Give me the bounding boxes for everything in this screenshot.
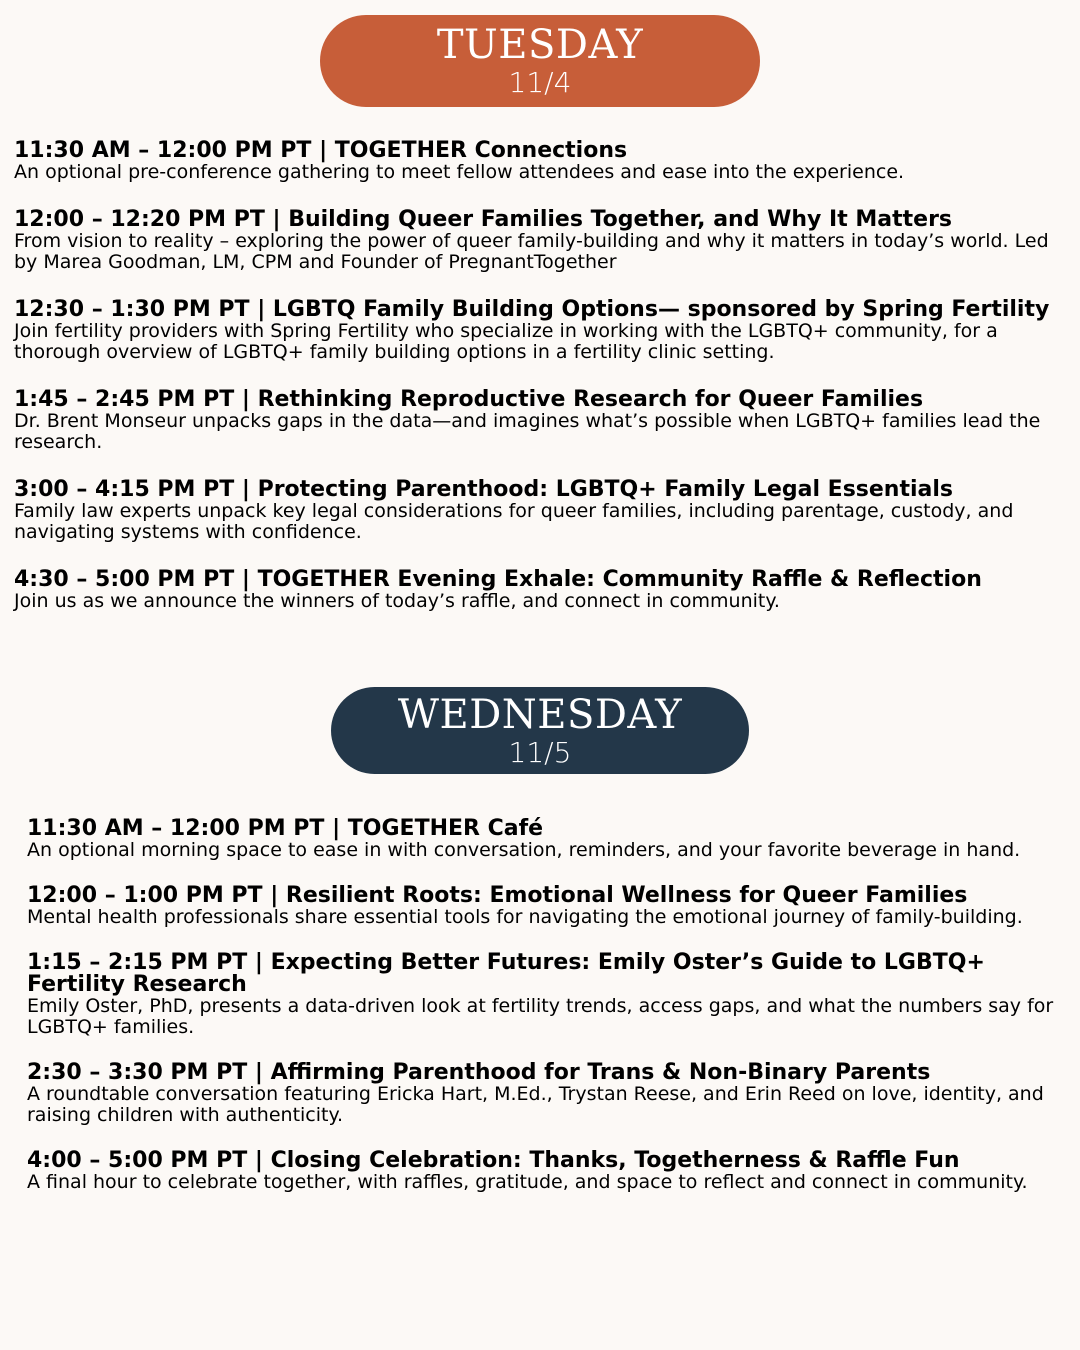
event-title: 12:00 – 12:20 PM PT | Building Queer Families Together, and Why It Matters — [14, 207, 953, 232]
schedule-event — [14, 569, 1070, 612]
event-description: Join us as we announce the winners of today’s raffle, and connect in community. — [14, 590, 780, 612]
event-title: 12:30 – 1:30 PM PT | LGBTQ Family Building Options— sponsored by Spring Fertility — [14, 297, 1050, 322]
event-title: 3:00 – 4:15 PM PT | Protecting Parenthood: LGBTQ+ Family Legal Essentials — [14, 477, 954, 502]
event-description: Emily Oster, PhD, presents a data-driven look at fertility trends, access gaps, and what the numbers say for LGBTQ+ families. — [27, 995, 1054, 1038]
tuesday-header-badge — [320, 15, 760, 107]
event-description: An optional morning space to ease in with conversation, reminders, and your favorite beverage in hand. — [27, 839, 1021, 861]
event-title: 12:00 – 1:00 PM PT | Resilient Roots: Emotional Wellness for Queer Families — [27, 883, 968, 908]
schedule-event — [14, 140, 1070, 183]
event-description: Join fertility providers with Spring Fertility who specialize in working with the LGBTQ+ community, for a thorough overview of LGBTQ+ family building options in a fertility clinic setting. — [14, 320, 998, 363]
event-title: 1:15 – 2:15 PM PT | Expecting Better Futures: Emily Oster’s Guide to LGBTQ+ Fertility Research — [27, 950, 985, 997]
schedule-event — [27, 952, 1070, 1038]
schedule-event — [27, 1062, 1070, 1126]
tuesday-day-name: TUESDAY — [436, 22, 644, 68]
wednesday-day-name: WEDNESDAY — [397, 691, 683, 738]
wednesday-date: 11/5 — [508, 735, 572, 769]
wednesday-schedule — [27, 818, 1070, 1193]
event-description: A roundtable conversation featuring Ericka Hart, M.Ed., Trystan Reese, and Erin Reed on love, identity, and raising children with authenticity. — [27, 1083, 1044, 1126]
schedule-event — [14, 299, 1070, 363]
schedule-event — [14, 479, 1070, 543]
event-description: Dr. Brent Monseur unpacks gaps in the data—and imagines what’s possible when LGBTQ+ families lead the research. — [14, 410, 1041, 453]
schedule-event — [14, 389, 1070, 453]
schedule-event — [27, 1150, 1070, 1193]
schedule-event — [27, 818, 1070, 861]
event-title: 4:30 – 5:00 PM PT | TOGETHER Evening Exhale: Community Raffle & Reflection — [14, 567, 982, 592]
wednesday-header-badge — [331, 687, 749, 774]
event-description: Family law experts unpack key legal considerations for queer families, including parentage, custody, and navigating systems with confidence. — [14, 500, 1014, 543]
event-description: From vision to reality – exploring the power of queer family-building and why it matters in today’s world. Led by Marea Goodman, LM, CPM and Founder of PregnantTogether — [14, 230, 1049, 273]
event-title: 2:30 – 3:30 PM PT | Affirming Parenthood for Trans & Non-Binary Parents — [27, 1060, 931, 1085]
tuesday-schedule — [14, 140, 1070, 612]
event-title: 4:00 – 5:00 PM PT | Closing Celebration: Thanks, Togetherness & Raffle Fun — [27, 1148, 960, 1173]
event-title: 11:30 AM – 12:00 PM PT | TOGETHER Café — [27, 816, 544, 841]
event-title: 11:30 AM – 12:00 PM PT | TOGETHER Connections — [14, 138, 628, 163]
schedule-event — [27, 885, 1070, 928]
event-description: A final hour to celebrate together, with raffles, gratitude, and space to reflect and connect in community. — [27, 1171, 1028, 1193]
tuesday-date: 11/4 — [508, 66, 572, 99]
event-title: 1:45 – 2:45 PM PT | Rethinking Reproductive Research for Queer Families — [14, 387, 924, 412]
event-description: Mental health professionals share essential tools for navigating the emotional journey of family-building. — [27, 906, 1023, 928]
schedule-event — [14, 209, 1070, 273]
event-description: An optional pre-conference gathering to meet fellow attendees and ease into the experience. — [14, 161, 905, 183]
